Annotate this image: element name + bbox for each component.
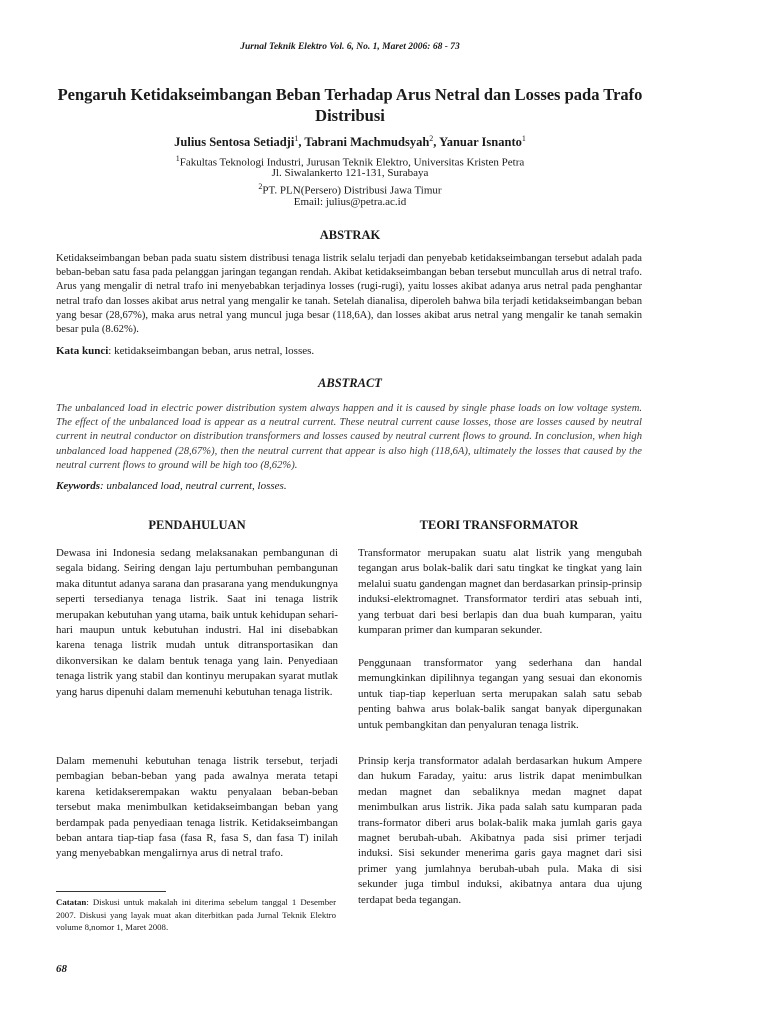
abstract-text: The unbalanced load in electric power distribution system always happen and it is caused by single phase loads on low voltage system. The effect of the unbalanced load is appear as a neutral current. These neutral current cause losses, those are losses caused by neutral current in neutral conductor on distribution transformers and losses caused by neutral current flows to ground. In conclusion, when high unbalanced load happened (28,67%), then the neutral current that appear is also high (118,6A), ultimately the losses that caused by the neutral current flows to ground will be high too (8,62%).	[56, 403, 642, 471]
author-list: Julius Sentosa Setiadji$^1$, Tabrani Machmudsyah$^2$, Yanuar Isnanto$^1$	[174, 134, 526, 150]
paper-title: Pengaruh Ketidakseimbangan Beban Terhadap Arus Netral dan Losses pada Trafo Distribusi	[57, 85, 643, 125]
author-affiliation-mark: 2	[429, 134, 434, 143]
body-paragraph: Penggunaan transformator yang sederhana dan handal memungkinkan dipilihnya tegangan yang sesuai dan ekonomis untuk tiap-tiap keperluan serta merupakan salah satu sebab penting bahwa arus bolak-balik sangat banyak dipergunakan untuk pembangkitan dan penyaluran tenaga listrik.	[358, 657, 642, 731]
footnote	[56, 896, 336, 934]
kata-kunci-text: : ketidakseimbangan beban, arus netral, losses.	[108, 345, 315, 357]
body-paragraph: Dewasa ini Indonesia sedang melaksanakan pembangunan di segala bidang. Seiring dengan laju pertumbuhan pembangunan maka dituntut adanya sarana dan prasarana yang mendukungnya seperti tersedianya tenaga listrik. Saat ini tenaga listrik merupakan kebutuhan yang utama, baik untuk kehidupan sehari-hari maupun untuk kebutuhan industri. Hal ini disebabkan karena tenaga listrik mudah untuk ditransportasikan dan dikonversikan ke dalam bentuk tenaga yang lain. Penyediaan tenaga listrik yang stabil dan kontinyu merupakan syarat mutlak yang harus dipenuhi dalam memenuhi kebutuhan tenaga listrik.	[56, 547, 338, 698]
keywords	[56, 480, 642, 492]
author-name: Tabrani Machmudsyah	[304, 135, 430, 150]
author-name: Yanuar Isnanto	[439, 135, 522, 150]
keywords-text: : unbalanced load, neutral current, losses.	[100, 480, 287, 492]
kata-kunci-label: Kata kunci	[56, 345, 109, 357]
footnote-divider	[56, 891, 166, 892]
footnote-text: : Diskusi untuk makalah ini diterima sebelum tanggal 1 Desember 2007. Diskusi yang layak muat akan diterbitkan pada Jurnal Teknik Elektro volume 8,nomor 1, Maret 2008.	[56, 897, 336, 933]
page-number: 68	[56, 963, 67, 975]
body-paragraph: Prinsip kerja transformator adalah berdasarkan hukum Ampere dan hukum Faraday, yaitu: arus listrik dapat menimbulkan medan magnet dan sebaliknya medan magnet dapat menimbulkan arus listrik. Jika pada salah satu kumparan pada trans-formator diberi arus bolak-balik maka jumlah garis gaya magnet berubah-ubah. Akibatnya pada sisi primer terjadi induksi. Sisi sekunder menerima garis gaya magnet dari sisi primer yang jumlahnya berubah-ubah pula. Maka di sisi sekunder juga timbul induksi, akibatnya antara dua ujung terdapat beda tegangan.	[358, 755, 642, 906]
author-affiliation-mark: 1	[521, 134, 526, 143]
affiliation-text: PT. PLN(Persero) Distribusi Jawa Timur	[262, 184, 442, 197]
footnote-label: Catatan	[56, 897, 87, 907]
affiliation-mark: 2	[258, 182, 263, 191]
section-heading-teori-transformator: TEORI TRANSFORMATOR	[419, 518, 579, 532]
abstract-heading: ABSTRACT	[318, 376, 382, 390]
abstrak-text: Ketidakseimbangan beban pada suatu sistem distribusi tenaga listrik selalu terjadi dan penyebab ketidakseimbangan tersebut adalah pada beban-beban satu fasa pada pelanggan jaringan tegangan rendah. Akibat ketidakseimbangan beban tersebut muncullah arus di netral trafo. Arus yang mengalir di netral trafo ini menyebabkan terjadinya losses (rugi-rugi), yaitu losses akibat adanya arus netral pada penghantar netral trafo dan losses akibat arus netral yang mengalir ke tanah. Setelah dianalisa, diperoleh bahwa bila terjadi ketidakseimbangan beban yang besar (28,67%), maka arus netral yang muncul juga besar (118,6A), dan losses akibat arus netral yang mengalir ke tanah semakin besar pula (8.62%).	[56, 253, 642, 336]
abstrak-heading: ABSTRAK	[319, 228, 381, 242]
affiliation-address: Jl. Siwalankerto 121-131, Surabaya	[271, 167, 429, 179]
body-paragraph: Dalam memenuhi kebutuhan tenaga listrik tersebut, terjadi pembagian beban-beban yang pada awalnya merata tetapi karena ketidakserempakan waktu penyalaan beban-beban tersebut maka menimbulkan ketidakseimbangan beban yang berdampak pada penyediaan tenaga listrik. Ketidakseimbangan beban antara tiap-tiap fasa (fasa R, fasa S, dan fasa T) inilah yang menyebabkan mengalirnya arus di netral trafo.	[56, 755, 338, 860]
author-affiliation-mark: 1	[294, 134, 299, 143]
journal-header: Jurnal Teknik Elektro Vol. 6, No. 1, Maret 2006: 68 - 73	[240, 42, 460, 52]
body-paragraph: Transformator merupakan suatu alat listrik yang mengubah tegangan arus bolak-balik dari satu tingkat ke tingkat yang lain melalui suatu gandengan magnet dan berdasarkan prinsip-prinsip induksi-elektromagnet. Transformator terdiri atas sebuah inti, yang terbuat dari besi berlapis dan dua buah kumparan, yaitu kumparan primer dan kumparan sekunder.	[358, 547, 642, 637]
author-name: Julius Sentosa Setiadji	[174, 135, 295, 150]
author-email: Email: julius@petra.ac.id	[293, 196, 407, 208]
affiliation-mark: 1	[175, 154, 180, 163]
keywords-label: Keywords	[56, 480, 100, 492]
section-heading-pendahuluan: PENDAHULUAN	[148, 518, 246, 532]
affiliation-text: Fakultas Teknologi Industri, Jurusan Teknik Elektro, Universitas Kristen Petra	[179, 156, 525, 169]
kata-kunci	[56, 345, 642, 357]
